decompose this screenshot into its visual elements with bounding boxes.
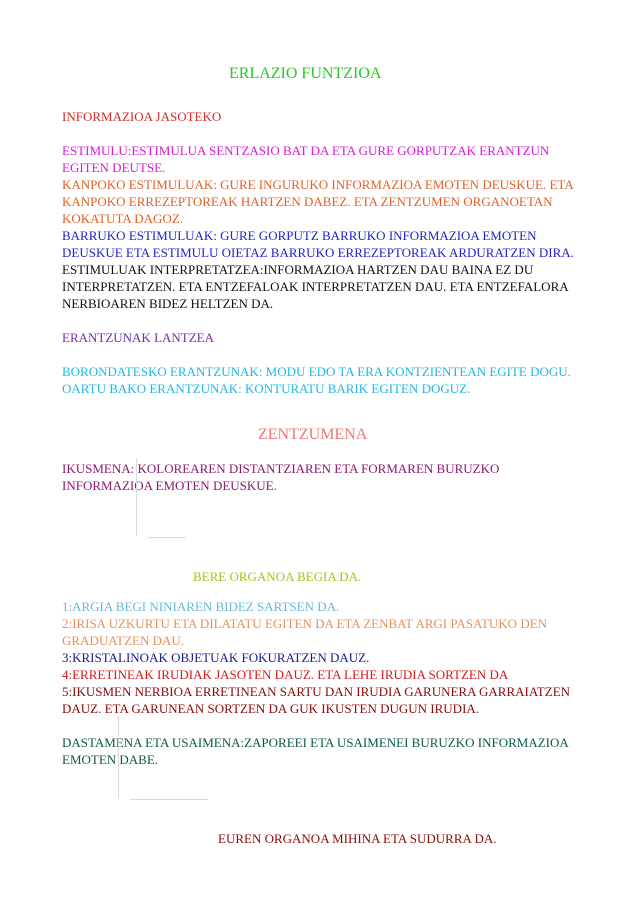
- ikusmena-line-1: IKUSMENA: KOLOREAREN DISTANTZIAREN ETA FORMAREN BURUZKO: [62, 461, 500, 476]
- oartu-bako-line: OARTU BAKO ERANTZUNAK: KONTURATU BARIK EGITEN DOGUZ.: [62, 381, 471, 396]
- dastamena-line-2: EMOTEN DABE.: [62, 752, 159, 767]
- step-5-line-2: DAUZ. ETA GARUNEAN SORTZEN DA GUK IKUSTEN DUGUN IRUDIA.: [62, 701, 480, 716]
- erantzunak-heading: ERANTZUNAK LANTZEA: [62, 330, 215, 345]
- connector-horizontal-2: [130, 799, 208, 800]
- borondatesko-line: BORONDATESKO ERANTZUNAK: MODU EDO TA ERA KONTZIENTEAN EGITE DOGU.: [62, 364, 571, 379]
- interpretatzea-line-1: ESTIMULUAK INTERPRETATZEA:INFORMAZIOA HARTZEN DAU BAINA EZ DU: [62, 262, 534, 277]
- step-3-line: 3:KRISTALINOAK OBJETUAK FOKURATZEN DAUZ.: [62, 650, 370, 665]
- kanpoko-line-2: KANPOKO ERREZEPTOREAK HARTZEN DABEZ. ETA ZENTZUMEN ORGANOETAN: [62, 194, 553, 209]
- estimulu-line-2: EGITEN DEUTSE.: [62, 160, 166, 175]
- interpretatzea-line-3: NERBIOAREN BIDEZ HELTZEN DA.: [62, 296, 274, 311]
- kanpoko-line-3: KOKATUTA DAGOZ.: [62, 211, 184, 226]
- barruko-line-2: DEUSKUE ETA ESTIMULU OIETAZ BARRUKO ERREZEPTOREAK ARDURATZEN DIRA.: [62, 245, 574, 260]
- info-heading: INFORMAZIOA JASOTEKO: [62, 109, 222, 124]
- ikusmena-line-2: INFORMAZIOA EMOTEN DEUSKUE.: [62, 478, 277, 493]
- step-4-line: 4:ERRETINEAK IRUDIAK JASOTEN DAUZ. ETA LEHE IRUDIA SORTZEN DA: [62, 667, 509, 682]
- step-5-line-1: 5:IKUSMEN NERBIOA ERRETINEAN SARTU DAN IRUDIA GARUNERA GARRAIATZEN: [62, 684, 571, 699]
- kanpoko-line-1: KANPOKO ESTIMULUAK: GURE INGURUKO INFORMAZIOA EMOTEN DEUSKUE. ETA: [62, 177, 574, 192]
- interpretatzea-line-2: INTERPRETATZEN. ETA ENTZEFALOAK INTERPRETATZEN DAU. ETA ENTZEFALORA: [62, 279, 569, 294]
- bere-organoa-line: BERE ORGANOA BEGIA DA.: [193, 569, 362, 584]
- dastamena-line-1: DASTAMENA ETA USAIMENA:ZAPOREEI ETA USAIMENEI BURUZKO INFORMAZIOA: [62, 735, 569, 750]
- step-2-line-2: GRADUATZEN DAU.: [62, 633, 185, 648]
- connector-vertical-2: [118, 716, 119, 798]
- euren-organoa-line: EUREN ORGANOA MIHINA ETA SUDURRA DA.: [218, 831, 497, 846]
- document-title: ERLAZIO FUNTZIOA: [229, 65, 382, 82]
- connector-horizontal-1: [148, 537, 186, 538]
- zentzumena-title: ZENTZUMENA: [258, 426, 368, 443]
- step-2-line-1: 2:IRISA UZKURTU ETA DILATATU EGITEN DA ETA ZENBAT ARGI PASATUKO DEN: [62, 616, 548, 631]
- connector-vertical-1: [136, 458, 137, 536]
- step-1-line: 1:ARGIA BEGI NINIAREN BIDEZ SARTSEN DA.: [62, 599, 340, 614]
- barruko-line-1: BARRUKO ESTIMULUAK: GURE GORPUTZ BARRUKO INFORMAZIOA EMOTEN: [62, 228, 537, 243]
- estimulu-line-1: ESTIMULU:ESTIMULUA SENTZASIO BAT DA ETA GURE GORPUTZAK ERANTZUN: [62, 143, 550, 158]
